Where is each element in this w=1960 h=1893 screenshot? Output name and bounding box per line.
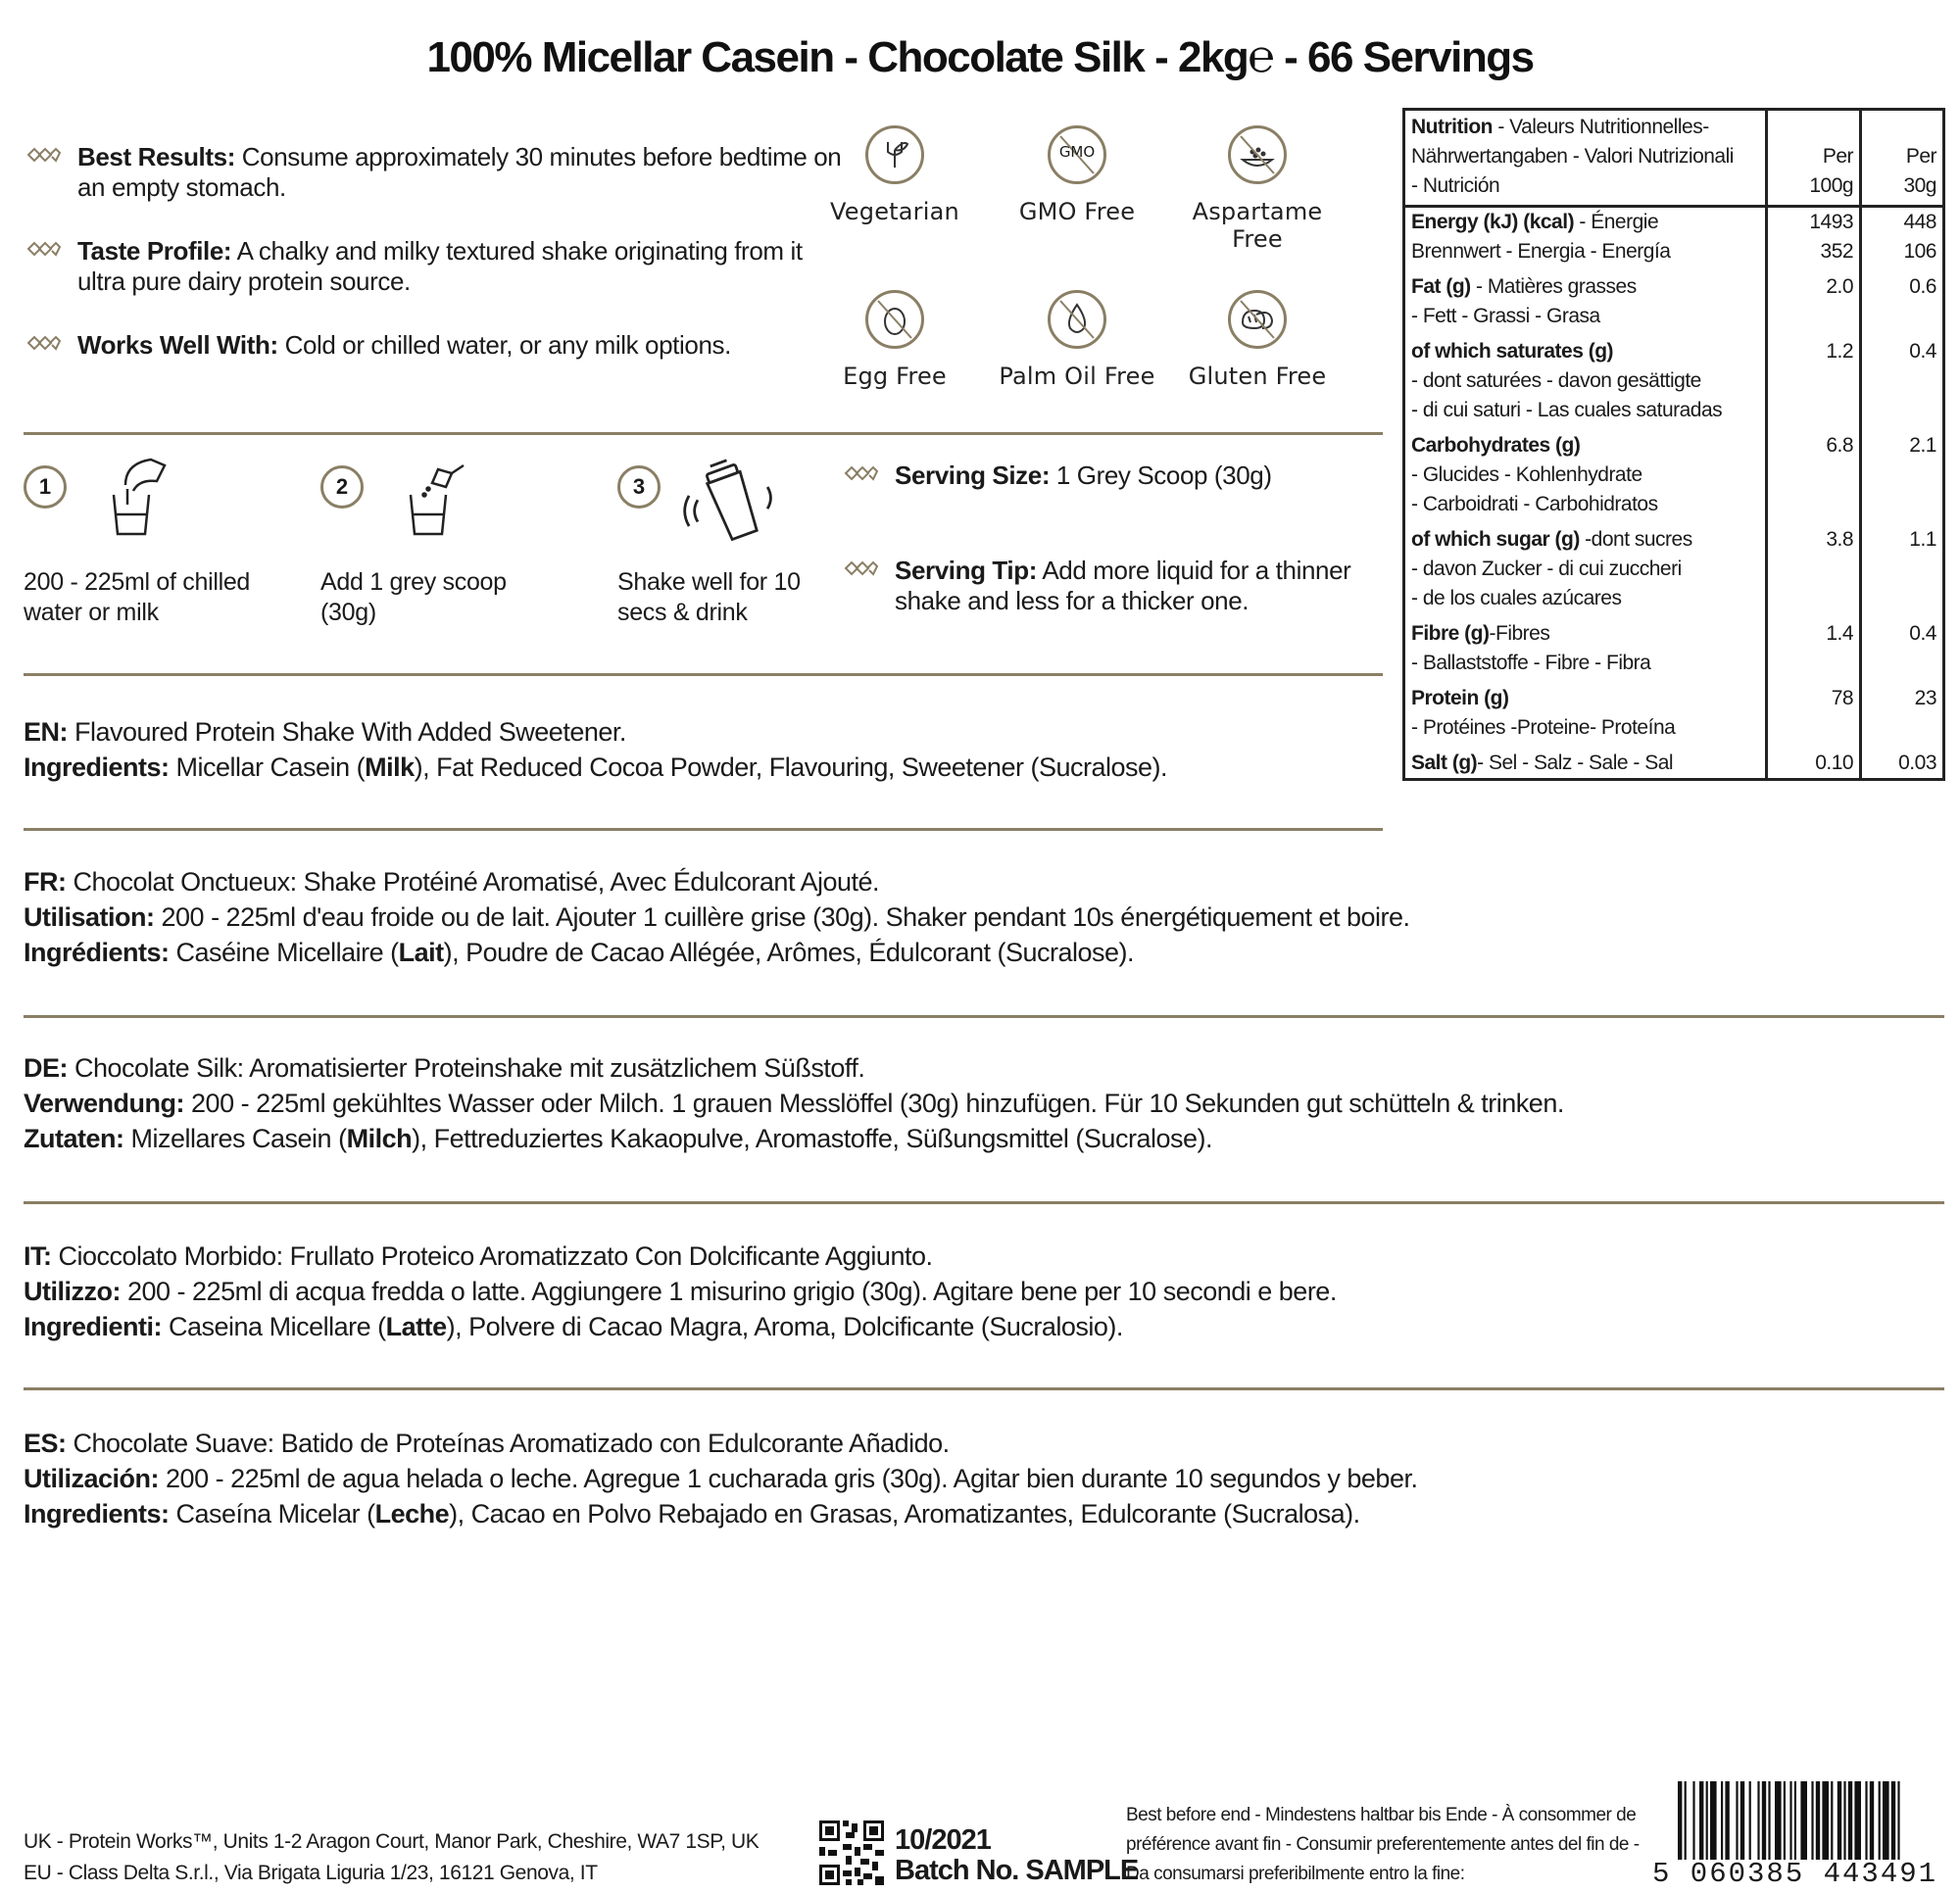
- best-before-text: Best before end - Mindestens haltbar bis Ende - À consommer de préférence avant fin - Consumir preferentemente antes del fin de - Da consumarsi preferibilmente entro la fine:: [1126, 1805, 1640, 1884]
- serving-tip: Serving Tip: Add more liquid for a thinner shake and less for a thicker one.: [895, 556, 1385, 616]
- title-servings: - 66 Servings: [1284, 33, 1534, 81]
- gluten-free-icon: [1228, 290, 1287, 349]
- nutrition-row: Energy (kJ) (kcal) - Énergie Brennwert - Energia - Energía 1493 352 448 106: [1405, 207, 1942, 267]
- value-per-100g: 1.2: [1826, 340, 1854, 363]
- nutrition-row: Protein (g) - Protéines -Proteine- Proteína 78 23: [1405, 678, 1942, 743]
- bullet-best-results: Best Results: Consume approximately 30 minutes before bedtime on an empty stomach.: [77, 142, 852, 203]
- col-per-30g: Per 30g: [1861, 111, 1942, 207]
- divider: [24, 432, 1383, 435]
- nutrition-row: Fibre (g)-Fibres - Ballaststoffe - Fibre - Fibra 1.4 0.4: [1405, 613, 1942, 678]
- value-per-100g: 1.4: [1826, 622, 1854, 645]
- lang-block-it: IT: Cioccolato Morbido: Frullato Proteico Aromatizzato Con Dolcificante Aggiunto. Utilizzo: 200 - 225ml di acqua fredda o latte. Aggiungere 1 misurino grigio (30g). Agitare bene per 10 secondi e bere. Ingredienti: Caseina Micellare (Latte), Polvere di Cacao Magra, Aroma, Dolcificante (Sucralosio).: [24, 1241, 1337, 1341]
- step-number: 2: [320, 465, 364, 509]
- serving-size: Serving Size: 1 Grey Scoop (30g): [895, 461, 1385, 491]
- palm-oil-free-icon: [1048, 290, 1106, 349]
- scoop-icon: [379, 456, 467, 544]
- aspartame-free-icon: [1228, 125, 1287, 184]
- lang-block-es: ES: Chocolate Suave: Batido de Proteínas Aromatizado con Edulcorante Añadido. Utilización: 200 - 225ml de agua helada o leche. Agregue 1 cucharada gris (30g). Agitar bien durante 10 segundos y beber. Ingredients: Caseína Micelar (Leche), Cacao en Polvo Rebajado en Grasas, Aromatizantes, Edulcorante (Sucralosa).: [24, 1429, 1418, 1529]
- value-per-100g: 3.8: [1826, 528, 1854, 551]
- value-per-30g: 448: [1903, 211, 1936, 233]
- shaker-icon: [678, 448, 776, 546]
- value-per-30g: 0.4: [1909, 340, 1936, 363]
- step-text: 200 - 225ml of chilled water or milk: [24, 568, 251, 626]
- barcode-number: 5 060385 443491: [1652, 1858, 1938, 1890]
- value-per-100g: 1493: [1809, 211, 1854, 233]
- egg-free-icon: [865, 290, 924, 349]
- value-per-30g: 0.6: [1909, 275, 1936, 298]
- batch-info: [895, 1825, 1138, 1886]
- step-text: Shake well for 10 secs & drink: [617, 568, 801, 626]
- diamond-bullet-icon: [844, 558, 879, 579]
- value-per-30g: 106: [1903, 240, 1936, 263]
- lang-block-de: DE: Chocolate Silk: Aromatisierter Proteinshake mit zusätzlichem Süßstoff. Verwendung: 200 - 225ml gekühltes Wasser oder Milch. 1 grauen Messlöffel (30g) hinzufügen. Für 10 Sekunden gut schütteln & trinken. Zutaten: Mizellares Casein (Milch), Fettreduziertes Kakaopulve, Aromastoffe, Süßungsmittel (Sucralose).: [24, 1053, 1564, 1153]
- barcode-icon: [1678, 1781, 1942, 1860]
- badge-gluten-free: Gluten Free: [1169, 290, 1346, 390]
- nutrition-header: Nutrition - Valeurs Nutritionnelles- Nährwertangaben - Valori Nutrizionali - Nutrición Per 100g Per 30g: [1405, 111, 1942, 207]
- pour-water-icon: [82, 456, 171, 544]
- diamond-bullet-icon: [26, 332, 62, 354]
- step-number: 1: [24, 465, 67, 509]
- divider: [24, 1015, 1944, 1018]
- divider: [24, 828, 1383, 831]
- step-text: Add 1 grey scoop (30g): [320, 568, 507, 626]
- diamond-bullet-icon: [26, 144, 62, 166]
- value-per-30g: 0.4: [1909, 622, 1936, 645]
- nutrition-row: of which saturates (g) - dont saturées - davon gesättigte - di cui saturi - Las cuales saturadas 1.2 0.4: [1405, 331, 1942, 425]
- batch-number: Batch No. SAMPLE: [895, 1855, 1139, 1886]
- e-mark: ℮: [1248, 30, 1274, 81]
- value-per-30g: 1.1: [1909, 528, 1936, 551]
- lang-block-en: EN: Flavoured Protein Shake With Added Sweetener. Ingredients: Micellar Casein (Milk), Fat Reduced Cocoa Powder, Flavouring, Sweetener (Sucralose).: [24, 717, 1167, 782]
- value-per-100g: 352: [1820, 240, 1854, 263]
- value-per-30g: 23: [1914, 687, 1936, 709]
- value-per-100g: 2.0: [1826, 275, 1854, 298]
- bullet-taste-profile: Taste Profile: A chalky and milky textured shake originating from it ultra pure dairy protein source.: [77, 236, 852, 297]
- diamond-bullet-icon: [26, 238, 62, 260]
- diamond-bullet-icon: [844, 462, 879, 484]
- badge-vegetarian: Vegetarian: [807, 125, 983, 225]
- nutrition-row: Carbohydrates (g) - Glucides - Kohlenhydrate - Carboidrati - Carbohidratos 6.8 2.1: [1405, 425, 1942, 519]
- badge-gmo-free: GMO GMO Free: [989, 125, 1165, 225]
- vegetarian-icon: [865, 125, 924, 184]
- title-main: 100% Micellar Casein - Chocolate Silk - 2kg: [426, 33, 1249, 81]
- qr-code-icon: [819, 1820, 884, 1885]
- value-per-30g: 2.1: [1909, 434, 1936, 457]
- address-uk: UK - Protein Works™, Units 1-2 Aragon Court, Manor Park, Cheshire, WA7 1SP, UK: [24, 1830, 760, 1853]
- nutrition-table: [1402, 108, 1945, 781]
- value-per-100g: 6.8: [1826, 434, 1854, 457]
- nutrition-row: Fat (g) - Matières grasses - Fett - Grassi - Grasa 2.0 0.6: [1405, 267, 1942, 331]
- value-per-100g: 0.10: [1815, 752, 1854, 774]
- value-per-100g: 78: [1831, 687, 1854, 709]
- nutrition-row: Salt (g)- Sel - Salz - Sale - Sal 0.10 0.03: [1405, 743, 1942, 778]
- badge-palm-oil-free: Palm Oil Free: [989, 290, 1165, 390]
- badge-egg-free: Egg Free: [807, 290, 983, 390]
- value-per-30g: 0.03: [1898, 752, 1936, 774]
- col-per-100g: Per 100g: [1767, 111, 1861, 207]
- bullet-works-well-with: Works Well With: Cold or chilled water, or any milk options.: [77, 330, 852, 361]
- divider: [24, 1387, 1944, 1390]
- gmo-free-icon: GMO: [1048, 125, 1106, 184]
- step-number: 3: [617, 465, 661, 509]
- lang-block-fr: FR: Chocolat Onctueux: Shake Protéiné Aromatisé, Avec Édulcorant Ajouté. Utilisation: 200 - 225ml d'eau froide ou de lait. Ajouter 1 cuillère grise (30g). Shaker pendant 10s énergétiquement et boire. Ingrédients: Caséine Micellaire (Lait), Poudre de Cacao Allégée, Arômes, Édulcorant (Sucralose).: [24, 867, 1410, 967]
- badge-aspartame-free: Aspartame Free: [1169, 125, 1346, 253]
- nutrition-row: of which sugar (g) -dont sucres - davon Zucker - di cui zuccheri - de los cuales azúcares 3.8 1.1: [1405, 519, 1942, 613]
- address-eu: EU - Class Delta S.r.l., Via Brigata Liguria 1/23, 16121 Genova, IT: [24, 1862, 598, 1884]
- company-address: [24, 1826, 759, 1889]
- divider: [24, 673, 1383, 676]
- batch-date: 10/2021: [895, 1824, 991, 1856]
- divider: [24, 1201, 1944, 1204]
- product-title: [0, 29, 1960, 82]
